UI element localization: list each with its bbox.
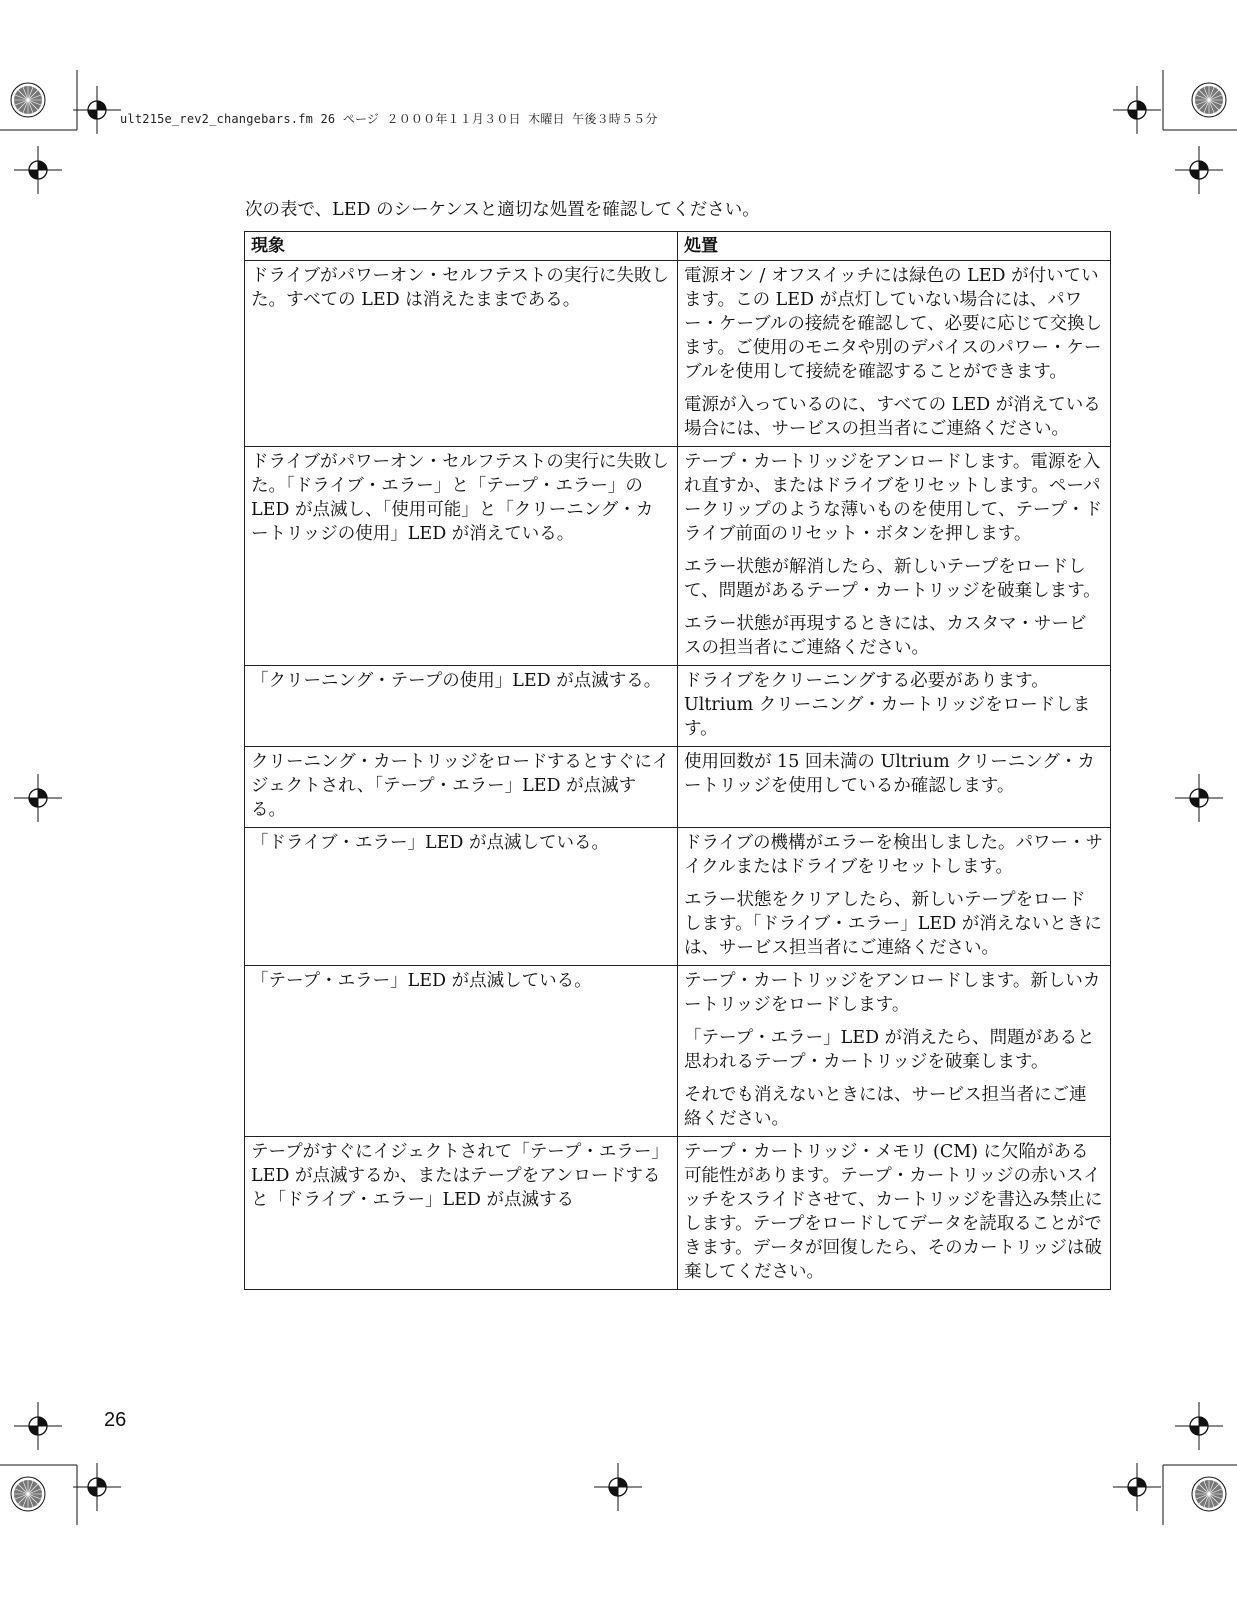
page-number: 26 (104, 1409, 127, 1431)
column-header-symptom: 現象 (245, 232, 678, 261)
action-paragraph: テープ・カートリッジをアンロードします。新しいカートリッジをロードします。 (684, 971, 1101, 1015)
color-bar-star-icon (11, 1477, 45, 1511)
intro-text: 次の表で、LED のシーケンスと適切な処置を確認してください。 (245, 200, 760, 220)
symptom-cell: テープがすぐにイジェクトされて「テープ・エラー」LED が点滅するか、またはテープをアンロードすると「ドライブ・エラー」LED が点滅する (245, 1137, 678, 1290)
registration-mark-icon (14, 1402, 62, 1450)
table-row (245, 1137, 1111, 1290)
action-cell (678, 261, 1111, 447)
color-bar-star-icon (11, 83, 45, 117)
symptom-cell: クリーニング・カートリッジをロードするとすぐにイジェクトされ、「テープ・エラー」LED が点滅する。 (245, 747, 678, 828)
action-cell (678, 1137, 1111, 1290)
action-paragraph: エラー状態が再現するときには、カスタマ・サービスの担当者にご連絡ください。 (684, 614, 1087, 658)
table-row (245, 966, 1111, 1137)
table-row (245, 447, 1111, 666)
action-cell (678, 747, 1111, 828)
action-paragraph: ドライブをクリーニングする必要があります。Ultrium クリーニング・カートリッジをロードします。 (684, 671, 1091, 739)
action-cell (678, 828, 1111, 966)
action-cell (678, 666, 1111, 747)
action-paragraph: エラー状態が解消したら、新しいテープをロードして、問題があるテープ・カートリッジを破棄します。 (684, 557, 1101, 601)
action-paragraph: 「テープ・エラー」LED が消えたら、問題があると思われるテープ・カートリッジを破棄します。 (684, 1028, 1095, 1072)
action-paragraph: 使用回数が 15 回未満の Ultrium クリーニング・カートリッジを使用しているか確認します。 (684, 752, 1095, 796)
registration-mark-icon (14, 774, 62, 822)
action-paragraph: テープ・カートリッジをアンロードします。電源を入れ直すか、またはドライブをリセットします。ペーパークリップのような薄いものを使用して、テープ・ドライブ前面のリセット・ボタンを押します。 (684, 452, 1103, 544)
action-paragraph: 電源オン / オフスイッチには緑色の LED が付いています。この LED が点灯していない場合には、パワー・ケーブルの接続を確認して、必要に応じて交換します。ご使用のモニタや別のデバイスのパワー・ケーブルを使用して接続を確認することができます。 (684, 266, 1103, 382)
column-header-action: 処置 (678, 232, 1111, 261)
action-paragraph: エラー状態をクリアしたら、新しいテープをロードします。「ドライブ・エラー」LED が消えないときには、サービス担当者にご連絡ください。 (684, 890, 1102, 958)
registration-mark-icon (73, 1463, 121, 1511)
table-row (245, 828, 1111, 966)
led-sequence-table (244, 231, 1111, 1290)
action-cell (678, 447, 1111, 666)
action-paragraph: ドライブの機構がエラーを検出しました。パワー・サイクルまたはドライブをリセットします。 (684, 833, 1103, 877)
file-info-header: ult215e_rev2_changebars.fm 26 ページ ２０００年１１月３０日 木曜日 午後３時５５分 (120, 112, 658, 126)
table-row (245, 261, 1111, 447)
action-paragraph: テープ・カートリッジ・メモリ (CM) に欠陥がある可能性があります。テープ・カートリッジの赤いスイッチをスライドさせて、カートリッジを書込み禁止にします。テープをロードしてデータを読取ることができます。データが回復したら、そのカートリッジは破棄してください。 (684, 1142, 1103, 1282)
table-row (245, 666, 1111, 747)
registration-mark-icon (1175, 146, 1223, 194)
registration-mark-icon (1113, 1463, 1161, 1511)
registration-mark-icon (1175, 774, 1223, 822)
symptom-cell: ドライブがパワーオン・セルフテストの実行に失敗した。すべての LED は消えたままである。 (245, 261, 678, 447)
color-bar-star-icon (1192, 83, 1226, 117)
symptom-cell: 「テープ・エラー」LED が点滅している。 (245, 966, 678, 1137)
registration-mark-icon (73, 86, 121, 134)
symptom-cell: ドライブがパワーオン・セルフテストの実行に失敗した。「ドライブ・エラー」と「テープ・エラー」の LED が点滅し、「使用可能」と「クリーニング・カートリッジの使用」LED が消えている。 (245, 447, 678, 666)
symptom-cell: 「クリーニング・テープの使用」LED が点滅する。 (245, 666, 678, 747)
table-header-row (245, 232, 1111, 261)
registration-mark-icon (1113, 86, 1161, 134)
color-bar-star-icon (1192, 1477, 1226, 1511)
action-paragraph: それでも消えないときには、サービス担当者にご連絡ください。 (684, 1085, 1087, 1129)
registration-mark-icon (594, 1463, 642, 1511)
action-paragraph: 電源が入っているのに、すべての LED が消えている場合には、サービスの担当者にご連絡ください。 (684, 395, 1101, 439)
symptom-cell: 「ドライブ・エラー」LED が点滅している。 (245, 828, 678, 966)
registration-mark-icon (14, 146, 62, 194)
registration-mark-icon (1175, 1402, 1223, 1450)
table-row (245, 747, 1111, 828)
action-cell (678, 966, 1111, 1137)
